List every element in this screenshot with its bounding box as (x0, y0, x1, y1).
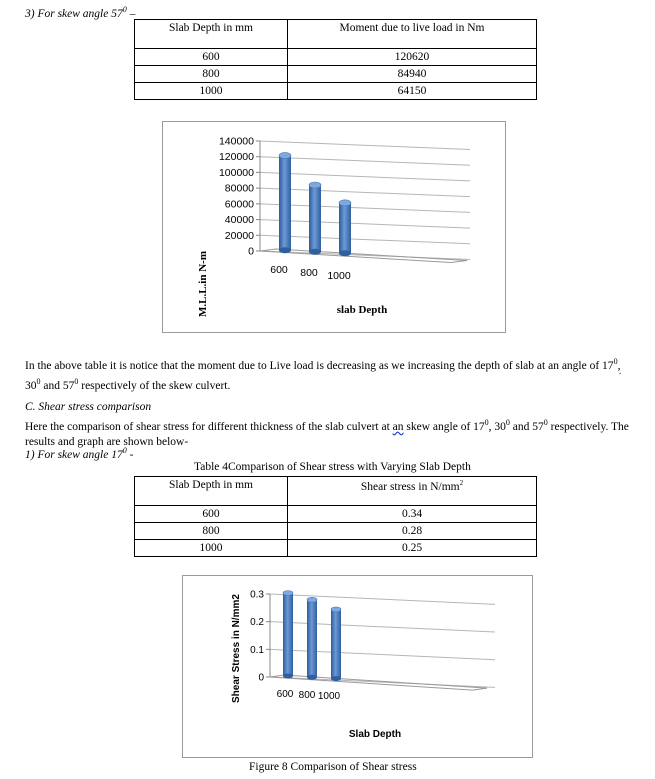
cell-value: 120620 (288, 49, 537, 66)
bar (339, 200, 351, 256)
grid-line (270, 677, 495, 687)
bar-base (307, 675, 317, 680)
y-tick-label: 60000 (224, 198, 254, 211)
y-tick-label: 20000 (224, 229, 254, 242)
bar-top (309, 182, 321, 188)
shear-stress-chart (182, 575, 533, 758)
moment-chart (162, 121, 506, 333)
grid-line (270, 622, 495, 632)
y-tick-label: 0 (258, 672, 264, 684)
chart1-ylabel: M.L.L.in N-m (197, 251, 209, 317)
header-shear-stress-text: Shear stress in N/mm (360, 480, 460, 493)
grid-line (260, 172, 470, 181)
y-tick-label: 120000 (218, 151, 254, 164)
table-row (135, 506, 537, 523)
grid-line (270, 649, 495, 659)
x-tick-label: 600 (276, 689, 294, 700)
header-shear-stress (288, 477, 537, 506)
heading-dash: - (126, 448, 134, 461)
grid-line (260, 157, 470, 166)
squared-sup: 2 (459, 479, 464, 487)
bar (331, 607, 341, 681)
bar-body (331, 609, 341, 678)
x-tick-label: 1000 (327, 270, 351, 282)
para2-text: , 30 (488, 420, 506, 433)
bar-top (331, 607, 341, 612)
cell-value: 0.28 (288, 523, 537, 540)
bar-base (279, 247, 291, 253)
moment-chart-svg (163, 122, 505, 332)
bar (309, 182, 321, 255)
y-tick-label: 100000 (218, 166, 254, 179)
cell-depth: 1000 (135, 83, 288, 100)
bar-top (279, 152, 291, 158)
chart2-xlabel: Slab Depth (348, 729, 402, 740)
cell-depth: 600 (135, 49, 288, 66)
degree-sup: 0 (613, 357, 618, 366)
floor-plane (270, 675, 487, 690)
cell-value: 84940 (288, 66, 537, 83)
para1-text: respectively of the skew culvert. (78, 379, 231, 392)
bar-top (339, 200, 351, 206)
table-row (135, 66, 537, 83)
cell-value: 0.34 (288, 506, 537, 523)
para2-text: skew angle of 17 (403, 420, 485, 433)
paragraph-shear-intro (25, 415, 650, 450)
grid-line (260, 220, 470, 229)
table-row (135, 83, 537, 100)
cell-value: 64150 (288, 83, 537, 100)
bar (279, 152, 291, 253)
figure8-caption: Figure 8 Comparison of Shear stress (249, 761, 417, 773)
bar-body (283, 593, 293, 676)
cell-value: 0.25 (288, 540, 537, 557)
shear-stress-table (134, 476, 537, 557)
degree-sup: 0 (505, 418, 510, 427)
bar-base (339, 250, 351, 256)
degree-sup: 0 (484, 418, 489, 427)
bar-top (307, 597, 317, 602)
para1-text: In the above table it is notice that the moment due to Live load is decreasing as we increasing the depth of slab at an angle of 17 (25, 359, 614, 372)
y-tick-label: 0.1 (250, 644, 264, 656)
header-slab-depth: Slab Depth in mm (135, 20, 288, 49)
bar-base (283, 673, 293, 678)
paragraph-moment-summary (25, 354, 650, 394)
bar-base (309, 249, 321, 255)
table-row (135, 540, 537, 557)
section-heading-text: 1) For skew angle 17 (25, 448, 123, 461)
para2-flagged-word: an (392, 420, 404, 433)
header-moment: Moment due to live load in Nm (288, 20, 537, 49)
degree-sup: 0 (543, 418, 548, 427)
chart2-ylabel: Shear Stress in N/mm2 (231, 594, 242, 703)
cell-depth: 800 (135, 523, 288, 540)
table4-caption: Table 4Comparison of Shear stress with Varying Slab Depth (194, 461, 471, 473)
degree-sup: 0 (74, 376, 79, 386)
section-heading-skew-57 (25, 5, 135, 20)
bar-body (279, 155, 291, 250)
table-header-row (135, 477, 537, 506)
para2-text: respectively. The results and graph are shown below- (25, 420, 629, 448)
para1-comma: , (617, 359, 621, 372)
moment-table (134, 19, 537, 100)
table-header-row (135, 20, 537, 49)
para2-text: Here the comparison of shear stress for different thickness of the slab culvert at (25, 420, 393, 433)
grid-line (260, 235, 470, 244)
y-tick-label: 40000 (224, 214, 254, 227)
bar-body (307, 600, 317, 677)
y-tick-label: 0.2 (250, 617, 264, 629)
bar (307, 597, 317, 679)
section-heading-skew-17 (25, 446, 133, 461)
degree-sup: 0 (122, 446, 127, 455)
section-heading-shear: C. Shear stress comparison (25, 401, 152, 413)
cell-depth: 600 (135, 506, 288, 523)
bar-top (283, 590, 293, 595)
header-slab-depth: Slab Depth in mm (135, 477, 288, 506)
bar-body (309, 185, 321, 252)
section-heading-text: 3) For skew angle 57 (25, 7, 123, 20)
x-tick-label: 1000 (317, 691, 341, 702)
bar (283, 590, 293, 678)
cell-depth: 800 (135, 66, 288, 83)
para1-text: and 57 (40, 379, 75, 392)
bar-base (331, 676, 341, 681)
x-tick-label: 600 (270, 264, 288, 276)
degree-sup: 0 (36, 376, 41, 386)
y-tick-label: 0.3 (250, 589, 264, 601)
grid-line (270, 594, 495, 604)
grid-line (260, 188, 470, 197)
para1-text: 30 (25, 379, 37, 392)
table-row (135, 523, 537, 540)
degree-sup: 0 (122, 5, 127, 14)
table-row (135, 49, 537, 66)
shear-stress-chart-svg (183, 576, 532, 757)
bar-body (339, 203, 351, 253)
x-tick-label: 800 (300, 267, 318, 279)
chart1-xlabel: slab Depth (336, 304, 388, 316)
grid-line (260, 141, 470, 150)
para2-text: and 57 (509, 420, 544, 433)
cell-depth: 1000 (135, 540, 288, 557)
y-tick-label: 0 (248, 245, 254, 258)
y-tick-label: 140000 (218, 135, 254, 148)
heading-dash: – (126, 7, 136, 20)
y-tick-label: 80000 (224, 182, 254, 195)
x-tick-label: 800 (298, 690, 316, 701)
grid-line (260, 251, 470, 260)
grid-line (260, 204, 470, 213)
floor-plane (260, 249, 467, 263)
